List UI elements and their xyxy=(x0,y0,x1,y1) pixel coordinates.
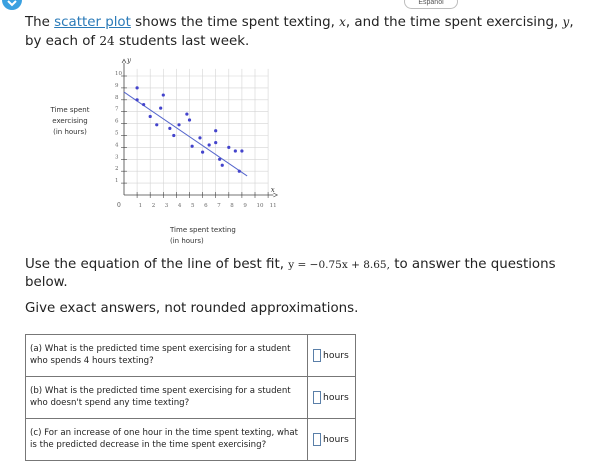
answer-c-unit: hours xyxy=(323,434,349,445)
x-tick-label: 9 xyxy=(243,203,247,209)
data-point xyxy=(234,149,237,152)
x-tick-label: 5 xyxy=(191,203,195,209)
exact-answers-note: Give exact answers, not rounded approximations. xyxy=(25,301,359,316)
language-button[interactable]: Español xyxy=(404,0,458,9)
data-point xyxy=(188,118,191,121)
questions-table xyxy=(25,334,356,461)
answer-b-input[interactable] xyxy=(313,391,321,404)
x-axis-letter: x xyxy=(270,186,275,194)
data-point xyxy=(149,115,152,118)
answer-c-cell xyxy=(308,419,356,461)
answer-b-unit: hours xyxy=(323,392,349,403)
data-point xyxy=(142,103,145,106)
y-axis-letter: y xyxy=(127,56,131,65)
x-tick-label: 6 xyxy=(204,203,208,209)
answer-a-input[interactable] xyxy=(313,349,321,362)
y-tick-label: 3 xyxy=(115,154,119,161)
x-axis-label: Time spent texting (in hours) xyxy=(170,226,236,245)
origin-label: 0 xyxy=(117,202,121,209)
data-point xyxy=(240,149,243,152)
data-point xyxy=(136,98,139,101)
data-point xyxy=(172,134,175,137)
question-row-b xyxy=(26,377,356,419)
intro-text: shows the time spent texting, xyxy=(130,15,340,30)
data-point xyxy=(201,151,204,154)
intro-text: students last week. xyxy=(114,34,250,49)
x-tick-label: 7 xyxy=(217,203,221,209)
question-b-text: (b) What is the predicted time spent exercising for a student who doesn't spend any time texting? xyxy=(26,377,308,419)
y-tick-label: 9 xyxy=(115,82,119,89)
answer-c-input[interactable] xyxy=(313,433,321,446)
y-tick-label: 5 xyxy=(115,130,119,137)
data-point xyxy=(155,123,158,126)
intro-text: The xyxy=(25,15,55,30)
data-point xyxy=(159,107,162,110)
question-row-c xyxy=(26,419,356,461)
intro-text: , and the time spent exercising, xyxy=(345,15,563,30)
student-count: 24 xyxy=(99,34,115,48)
data-point xyxy=(136,86,139,89)
data-point xyxy=(162,93,165,96)
y-tick-label: 2 xyxy=(115,166,119,173)
data-point xyxy=(214,141,217,144)
x-tick-label: 1 xyxy=(138,203,143,209)
answer-a-cell xyxy=(308,335,356,377)
data-point xyxy=(208,143,211,146)
x-tick-label: 4 xyxy=(177,203,182,209)
y-tick-label: 1 xyxy=(115,178,119,185)
question-row-a xyxy=(26,335,356,377)
answer-b-cell xyxy=(308,377,356,419)
data-point xyxy=(198,136,201,139)
y-axis-arrow xyxy=(122,59,126,63)
data-point xyxy=(214,129,217,132)
data-point xyxy=(185,112,188,115)
equation-instruction: Use the equation of the line of best fit, y = −0.75x + 8.65, to answer the questions below. xyxy=(25,257,556,290)
data-point xyxy=(238,170,241,173)
scatter-plot-link[interactable]: scatter plot xyxy=(54,15,131,30)
best-fit-equation: y = −0.75x + 8.65, xyxy=(288,259,390,271)
data-point xyxy=(168,127,171,130)
data-point xyxy=(191,145,194,148)
var-x: x xyxy=(339,15,346,29)
y-tick-label: 10 xyxy=(115,71,122,77)
x-tick-label: 11 xyxy=(269,203,277,209)
var-y: y xyxy=(562,15,570,29)
y-tick-label: 4 xyxy=(115,142,119,149)
data-point xyxy=(221,164,224,167)
y-tick-label: 7 xyxy=(115,106,119,113)
y-tick-label: 8 xyxy=(115,94,119,101)
y-axis-label: Time spent exercising (in hours) xyxy=(50,106,90,136)
data-point xyxy=(227,146,230,149)
data-point xyxy=(218,158,221,161)
x-tick-label: 10 xyxy=(256,203,264,209)
x-tick-label: 8 xyxy=(230,203,234,209)
data-point xyxy=(177,123,180,126)
intro-text: , xyxy=(569,15,574,30)
answer-a-unit: hours xyxy=(323,350,349,361)
question-a-text: (a) What is the predicted time spent exercising for a student who spends 4 hours texting? xyxy=(26,335,308,377)
x-tick-label: 2 xyxy=(151,203,156,209)
y-tick-label: 6 xyxy=(115,118,119,125)
intro-text: by each of xyxy=(25,34,100,49)
question-c-text: (c) For an increase of one hour in the time spent texting, what is the predicted decrease in the time spent exercising? xyxy=(26,419,308,461)
x-tick-label: 3 xyxy=(164,203,169,209)
